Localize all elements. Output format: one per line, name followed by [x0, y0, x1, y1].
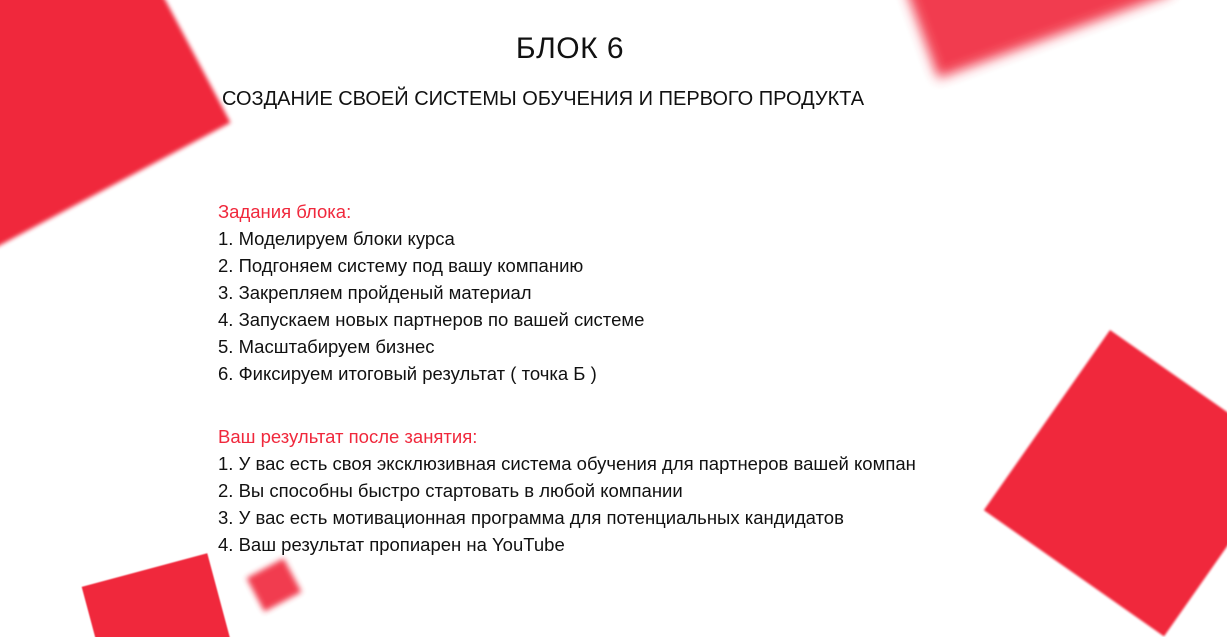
result-item: 1. У вас есть своя эксклюзивная система обучения для партнеров вашей компан	[218, 453, 916, 474]
tasks-list	[218, 225, 644, 387]
task-item: 5. Масштабируем бизнес	[218, 336, 435, 357]
decorative-red-square-bottom-left	[82, 553, 239, 637]
decorative-red-square-right	[984, 330, 1227, 636]
block-title: БЛОК 6	[515, 32, 625, 65]
results-list	[218, 450, 916, 558]
result-item: 2. Вы способны быстро стартовать в любой компании	[218, 480, 683, 501]
task-item: 1. Моделируем блоки курса	[218, 228, 455, 249]
results-section	[218, 423, 916, 558]
result-item: 4. Ваш результат пропиарен на YouTube	[218, 534, 565, 555]
result-item: 3. У вас есть мотивационная программа для потенциальных кандидатов	[218, 507, 844, 528]
task-item: 2. Подгоняем систему под вашу компанию	[218, 255, 584, 276]
task-item: 4. Запускаем новых партнеров по вашей системе	[218, 309, 645, 330]
block-subtitle: СОЗДАНИЕ СВОЕЙ СИСТЕМЫ ОБУЧЕНИЯ И ПЕРВОГО ПРОДУКТА	[222, 88, 865, 110]
decorative-red-square-small	[247, 558, 302, 611]
tasks-heading: Задания блока:	[218, 201, 352, 222]
task-item: 6. Фиксируем итоговый результат ( точка Б )	[218, 363, 597, 384]
tasks-section	[218, 198, 644, 387]
task-item: 3. Закрепляем пройденый материал	[218, 282, 532, 303]
results-heading: Ваш результат после занятия:	[218, 426, 478, 447]
